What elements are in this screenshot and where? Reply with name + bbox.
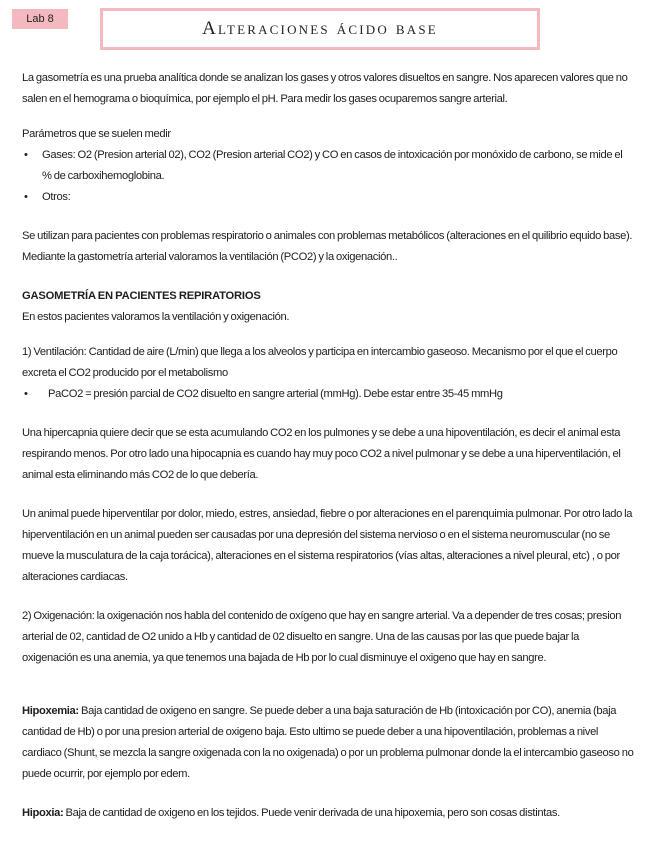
ventilacion-paragraph: 1) Ventilación: Cantidad de aire (L/min) que llega a los alveolos y participa en intercambio gaseoso. Mecanismo por el que el cuerpo excreta el CO2 producido por el metabolismo [22, 346, 618, 379]
hipoxemia-paragraph [22, 701, 634, 785]
hipoxia-text: Baja de cantidad de oxigeno en los tejidos. Puede venir derivada de una hipoxemia, pero son cosas distintas. [63, 807, 560, 819]
parametros-list [22, 145, 634, 208]
list-item: • Gases: O2 (Presion arterial 02), CO2 (Presion arterial CO2) y CO en casos de intoxicación por monóxido de carbono, se mide el % de carboxihemoglobina. [22, 145, 634, 187]
section-heading: GASOMETRÍA EN PACIENTES REPIRATORIOS [22, 290, 261, 302]
intro-paragraph: La gasometría es una prueba analítica donde se analizan los gases y otros valores disueltos en sangre. Nos aparecen valores que no salen en el hemograma o bioquímica, por ejemplo el pH. Para medir los gases ocuparemos sangre arterial. [22, 72, 628, 105]
page-title: Alteraciones ácido base [202, 18, 438, 39]
document-body [22, 68, 634, 824]
oxigenacion-paragraph: 2) Oxigenación: la oxigenación nos habla del contenido de oxígeno que hay en sangre arterial. Va a depender de tres cosas; presion arterial de 02, cantidad de O2 unido a Hb y cantidad de 02 disuelto en sangre. Una de las causas por las que puede bajar la oxigenación es una anemia, ya que tenemos una bajada de Hb por lo cual disminuye el oxigeno que hay en sangre. [22, 610, 622, 664]
parametros-label: Parámetros que se suelen medir [22, 128, 171, 140]
hipoxemia-text: Baja cantidad de oxigeno en sangre. Se puede deber a una baja saturación de Hb (intoxicación por CO), anemia (baja cantidad de Hb) o por una presion arterial de oxigeno baja. Esto ultimo se puede deber a una hipoventilación, problemas a nivel cardiaco (Shunt, se mezcla la sangre oxigenada con la no oxigenada) o por un problema pulmonar donde la el intercambio gaseoso no puede ocurrir, por ejemplo por edem. [22, 705, 634, 780]
paco2-list [22, 384, 634, 405]
hipoxemia-term: Hipoxemia: [22, 705, 79, 717]
hipercapnia-paragraph: Una hipercapnia quiere decir que se esta acumulando CO2 en los pulmones y se debe a una hipoventilación, es decir el animal esta respirando menos. Por otro lado una hipocapnia es cuando hay muy poco CO2 a nivel pulmonar y se debe a una hiperventilación, el animal esta eliminando más CO2 de lo que debería. [22, 427, 621, 481]
list-item: • Otros: [22, 187, 634, 208]
uso-paragraph: Se utilizan para pacientes con problemas respiratorio o animales con problemas metabólicos (alteraciones en el quilibrio equido base). Mediante la gastometría arterial valoramos la ventilación (PCO2) y la oxigenación.. [22, 230, 633, 263]
list-item: • PaCO2 = presión parcial de CO2 disuelto en sangre arterial (mmHg). Debe estar entre 35-45 mmHg [22, 384, 634, 405]
hipoxia-paragraph [22, 803, 634, 824]
lab-badge: Lab 8 [12, 9, 68, 29]
hipoxia-term: Hipoxia: [22, 807, 64, 819]
title-box [100, 8, 540, 50]
hiperventilar-paragraph: Un animal puede hiperventilar por dolor, miedo, estres, ansiedad, fiebre o por alteraciones en el parenquimia pulmonar. Por otro lado la hiperventilación en un animal pueden ser causadas por una depresión del sistema nervioso o en el sistema neuromuscular (no se mueve la musculatura de la caja torácica), alteraciones en el sistema respiratorios (vías altas, alteraciones a nivel pleural, etc) , o por alteraciones cardiacas. [22, 508, 633, 583]
section-subtitle: En estos pacientes valoramos la ventilación y oxigenación. [22, 311, 290, 323]
